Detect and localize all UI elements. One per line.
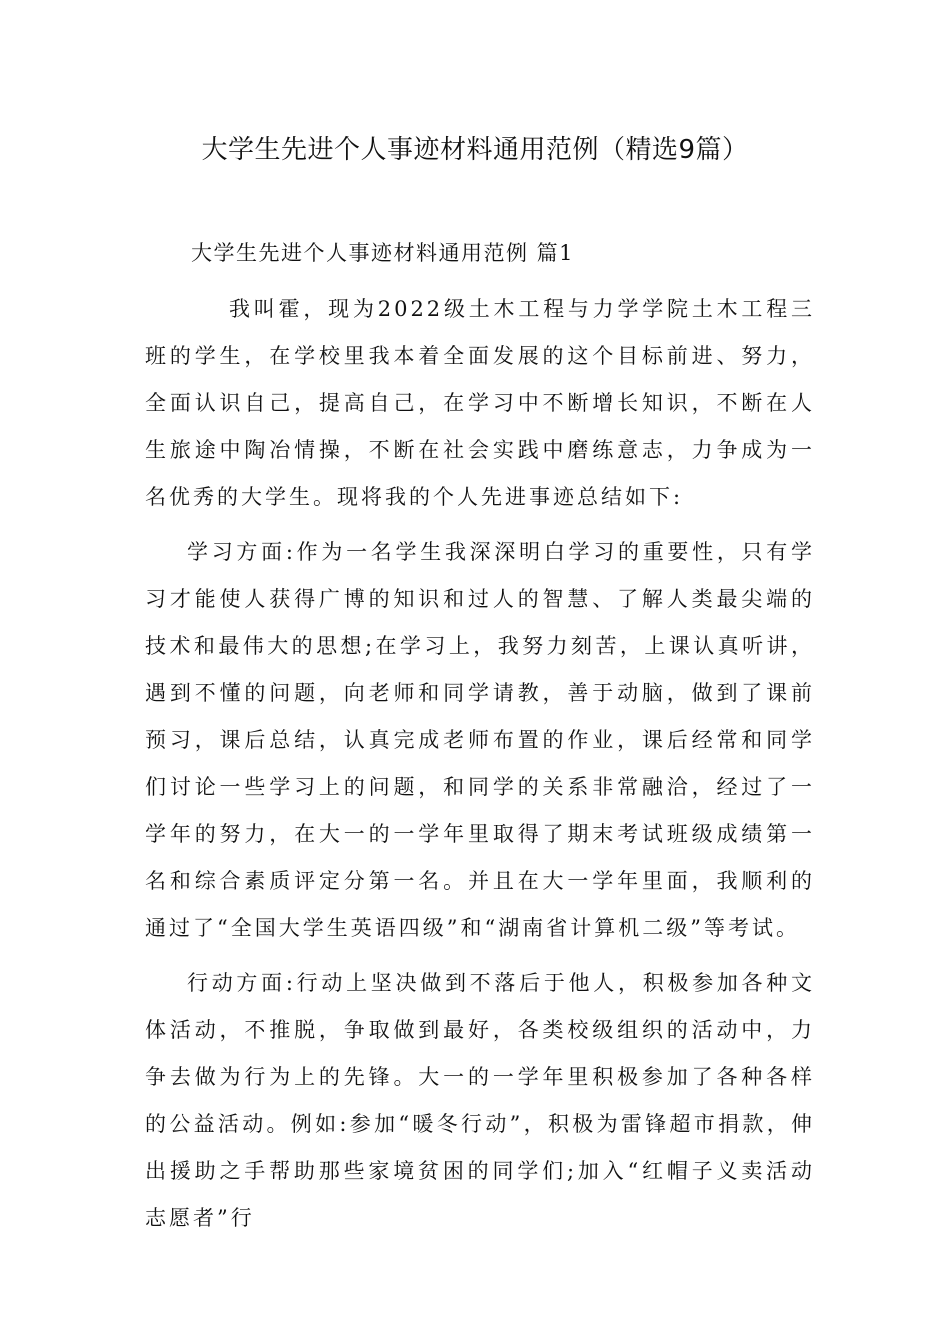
paragraph-study: 学习方面:作为一名学生我深深明白学习的重要性，只有学习才能使人获得广博的知识和过人的智慧、了解人类最尖端的技术和最伟大的思想;在学习上，我努力刻苦，上课认真听讲，遇到不懂的问题，向老师和同学请教，善于动脑，做到了课前预习，课后总结，认真完成老师布置的作业，课后经常和同学们讨论一些学习上的问题，和同学的关系非常融洽，经过了一学年的努力，在大一的一学年里取得了期末考试班级成绩第一名和综合素质评定分第一名。并且在大一学年里面，我顺利的通过了“全国大学生英语四级”和“湖南省计算机二级”等考试。 — [145, 540, 815, 940]
section-title: 大学生先进个人事迹材料通用范例 篇1 — [191, 241, 575, 265]
paragraph-action: 行动方面:行动上坚决做到不落后于他人，积极参加各种文体活动，不推脱，争取做到最好，各类校级组织的活动中，力争去做为行为上的先锋。大一的一学年里积极参加了各种各样的公益活动。例如:参加“暖冬行动”，积极为雷锋超市捐款，伸出援助之手帮助那些家境贫困的同学们;加入“红帽子义卖活动志愿者”行 — [145, 971, 815, 1230]
document-title: 大学生先进个人事迹材料通用范例（精选9篇） — [201, 135, 749, 165]
document-body — [145, 286, 815, 1250]
paragraph-introduction: 我叫霍，现为2022级土木工程与力学学院土木工程三班的学生，在学校里我本着全面发展的这个目标前进、努力，全面认识自己，提高自己，在学习中不断增长知识，不断在人生旅途中陶冶情操，不断在社会实践中磨练意志，力争成为一名优秀的大学生。现将我的个人先进事迹总结如下: — [145, 297, 815, 509]
